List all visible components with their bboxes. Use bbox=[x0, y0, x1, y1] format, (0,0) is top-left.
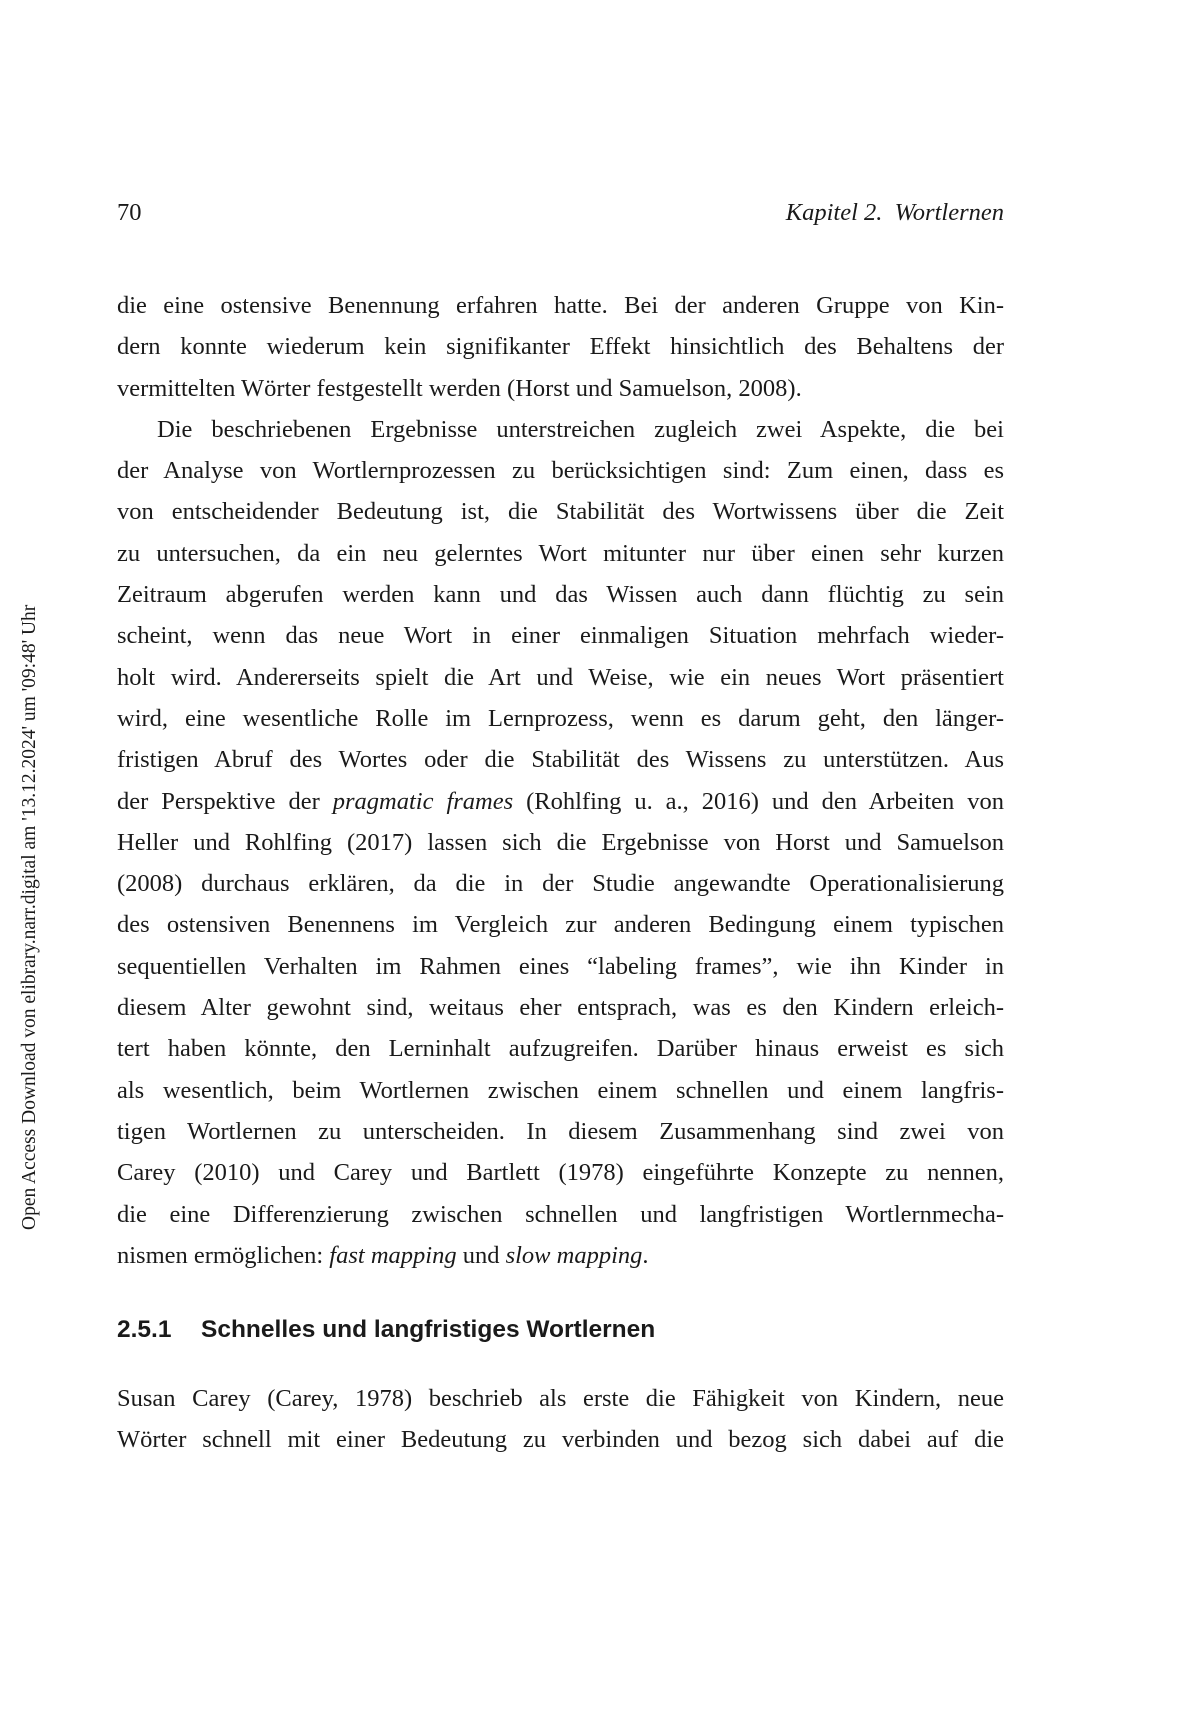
text-line: von entscheidender Bedeutung ist, die Stabilität des Wortwissens über die Zeit bbox=[117, 498, 1004, 526]
text-line: die eine ostensive Benennung erfahren hatte. Bei der anderen Gruppe von Kin- bbox=[117, 292, 1004, 319]
text-line bbox=[117, 1235, 1004, 1276]
text-line bbox=[117, 781, 1004, 822]
text-segment: der Perspektive der bbox=[117, 787, 333, 815]
body-text bbox=[117, 285, 1004, 1276]
text-segment: nismen ermöglichen: bbox=[117, 1241, 330, 1269]
running-head bbox=[117, 196, 1004, 230]
text-line: sequentiellen Verhalten im Rahmen eines “labeling frames”, wie ihn Kinder in bbox=[117, 952, 1004, 980]
italic-term: fast mapping bbox=[329, 1241, 457, 1269]
text-line: Zeitraum abgerufen werden kann und das Wissen auch dann flüchtig zu sein bbox=[117, 581, 1004, 609]
section-heading bbox=[117, 1312, 1004, 1348]
text-line: Susan Carey (Carey, 1978) beschrieb als erste die Fähigkeit von Kindern, neue bbox=[117, 1385, 1004, 1412]
text-line: (2008) durchaus erklären, da die in der Studie angewandte Operationalisierung bbox=[117, 870, 1004, 898]
text-segment: (Rohlfing u. a., 2016) und den Arbeiten von bbox=[513, 787, 1004, 815]
page-number: 70 bbox=[117, 199, 142, 226]
text-line: scheint, wenn das neue Wort in einer einmaligen Situation mehrfach wieder- bbox=[117, 622, 1004, 650]
text-line: als wesentlich, beim Wortlernen zwischen einem schnellen und einem langfris- bbox=[117, 1076, 1004, 1104]
italic-term: slow mapping bbox=[505, 1241, 643, 1269]
section-number: 2.5.1 bbox=[117, 1316, 172, 1343]
text-line: diesem Alter gewohnt sind, weitaus eher entsprach, was es den Kindern erleich- bbox=[117, 994, 1004, 1022]
text-line: dern konnte wiederum kein signifikanter Effekt hinsichtlich des Behaltens der bbox=[117, 333, 1004, 361]
text-segment: . bbox=[642, 1241, 649, 1269]
text-line: tigen Wortlernen zu unterscheiden. In diesem Zusammenhang sind zwei von bbox=[117, 1117, 1004, 1145]
text-line: holt wird. Andererseits spielt die Art und Weise, wie ein neues Wort präsentiert bbox=[117, 663, 1004, 691]
chapter-title: Kapitel 2. Wortlernen bbox=[785, 199, 1004, 226]
text-line: Carey (2010) und Carey und Bartlett (1978) eingeführte Konzepte zu nennen, bbox=[117, 1159, 1004, 1187]
text-line: des ostensiven Benennens im Vergleich zur anderen Bedingung einem typischen bbox=[117, 911, 1004, 939]
text-line: tert haben könnte, den Lerninhalt aufzugreifen. Darüber hinaus erweist es sich bbox=[117, 1035, 1004, 1063]
body-text-section bbox=[117, 1378, 1004, 1461]
section-title: Schnelles und langfristiges Wortlernen bbox=[201, 1316, 656, 1343]
download-watermark: Open Access Download von elibrary.narr.digital am '13.12.2024' um '09:48' Uhr bbox=[19, 604, 40, 1230]
text-line: der Analyse von Wortlernprozessen zu berücksichtigen sind: Zum einen, dass es bbox=[117, 457, 1004, 485]
text-line: Heller und Rohlfing (2017) lassen sich die Ergebnisse von Horst und Samuelson bbox=[117, 828, 1004, 856]
text-line: vermittelten Wörter festgestellt werden (Horst und Samuelson, 2008). bbox=[117, 374, 802, 402]
text-segment: und bbox=[456, 1241, 506, 1269]
text-line: die eine Differenzierung zwischen schnellen und langfristigen Wortlernmecha- bbox=[117, 1200, 1004, 1228]
text-line: Die beschriebenen Ergebnisse unterstreichen zugleich zwei Aspekte, die bei bbox=[157, 415, 1004, 443]
italic-term: pragmatic frames bbox=[332, 787, 514, 815]
text-line: zu untersuchen, da ein neu gelerntes Wort mitunter nur über einen sehr kurzen bbox=[117, 539, 1004, 567]
text-line: Wörter schnell mit einer Bedeutung zu verbinden und bezog sich dabei auf die bbox=[117, 1426, 1004, 1454]
text-line: fristigen Abruf des Wortes oder die Stabilität des Wissens zu unterstützen. Aus bbox=[117, 746, 1004, 774]
text-line: wird, eine wesentliche Rolle im Lernprozess, wenn es darum geht, den länger- bbox=[117, 704, 1004, 732]
